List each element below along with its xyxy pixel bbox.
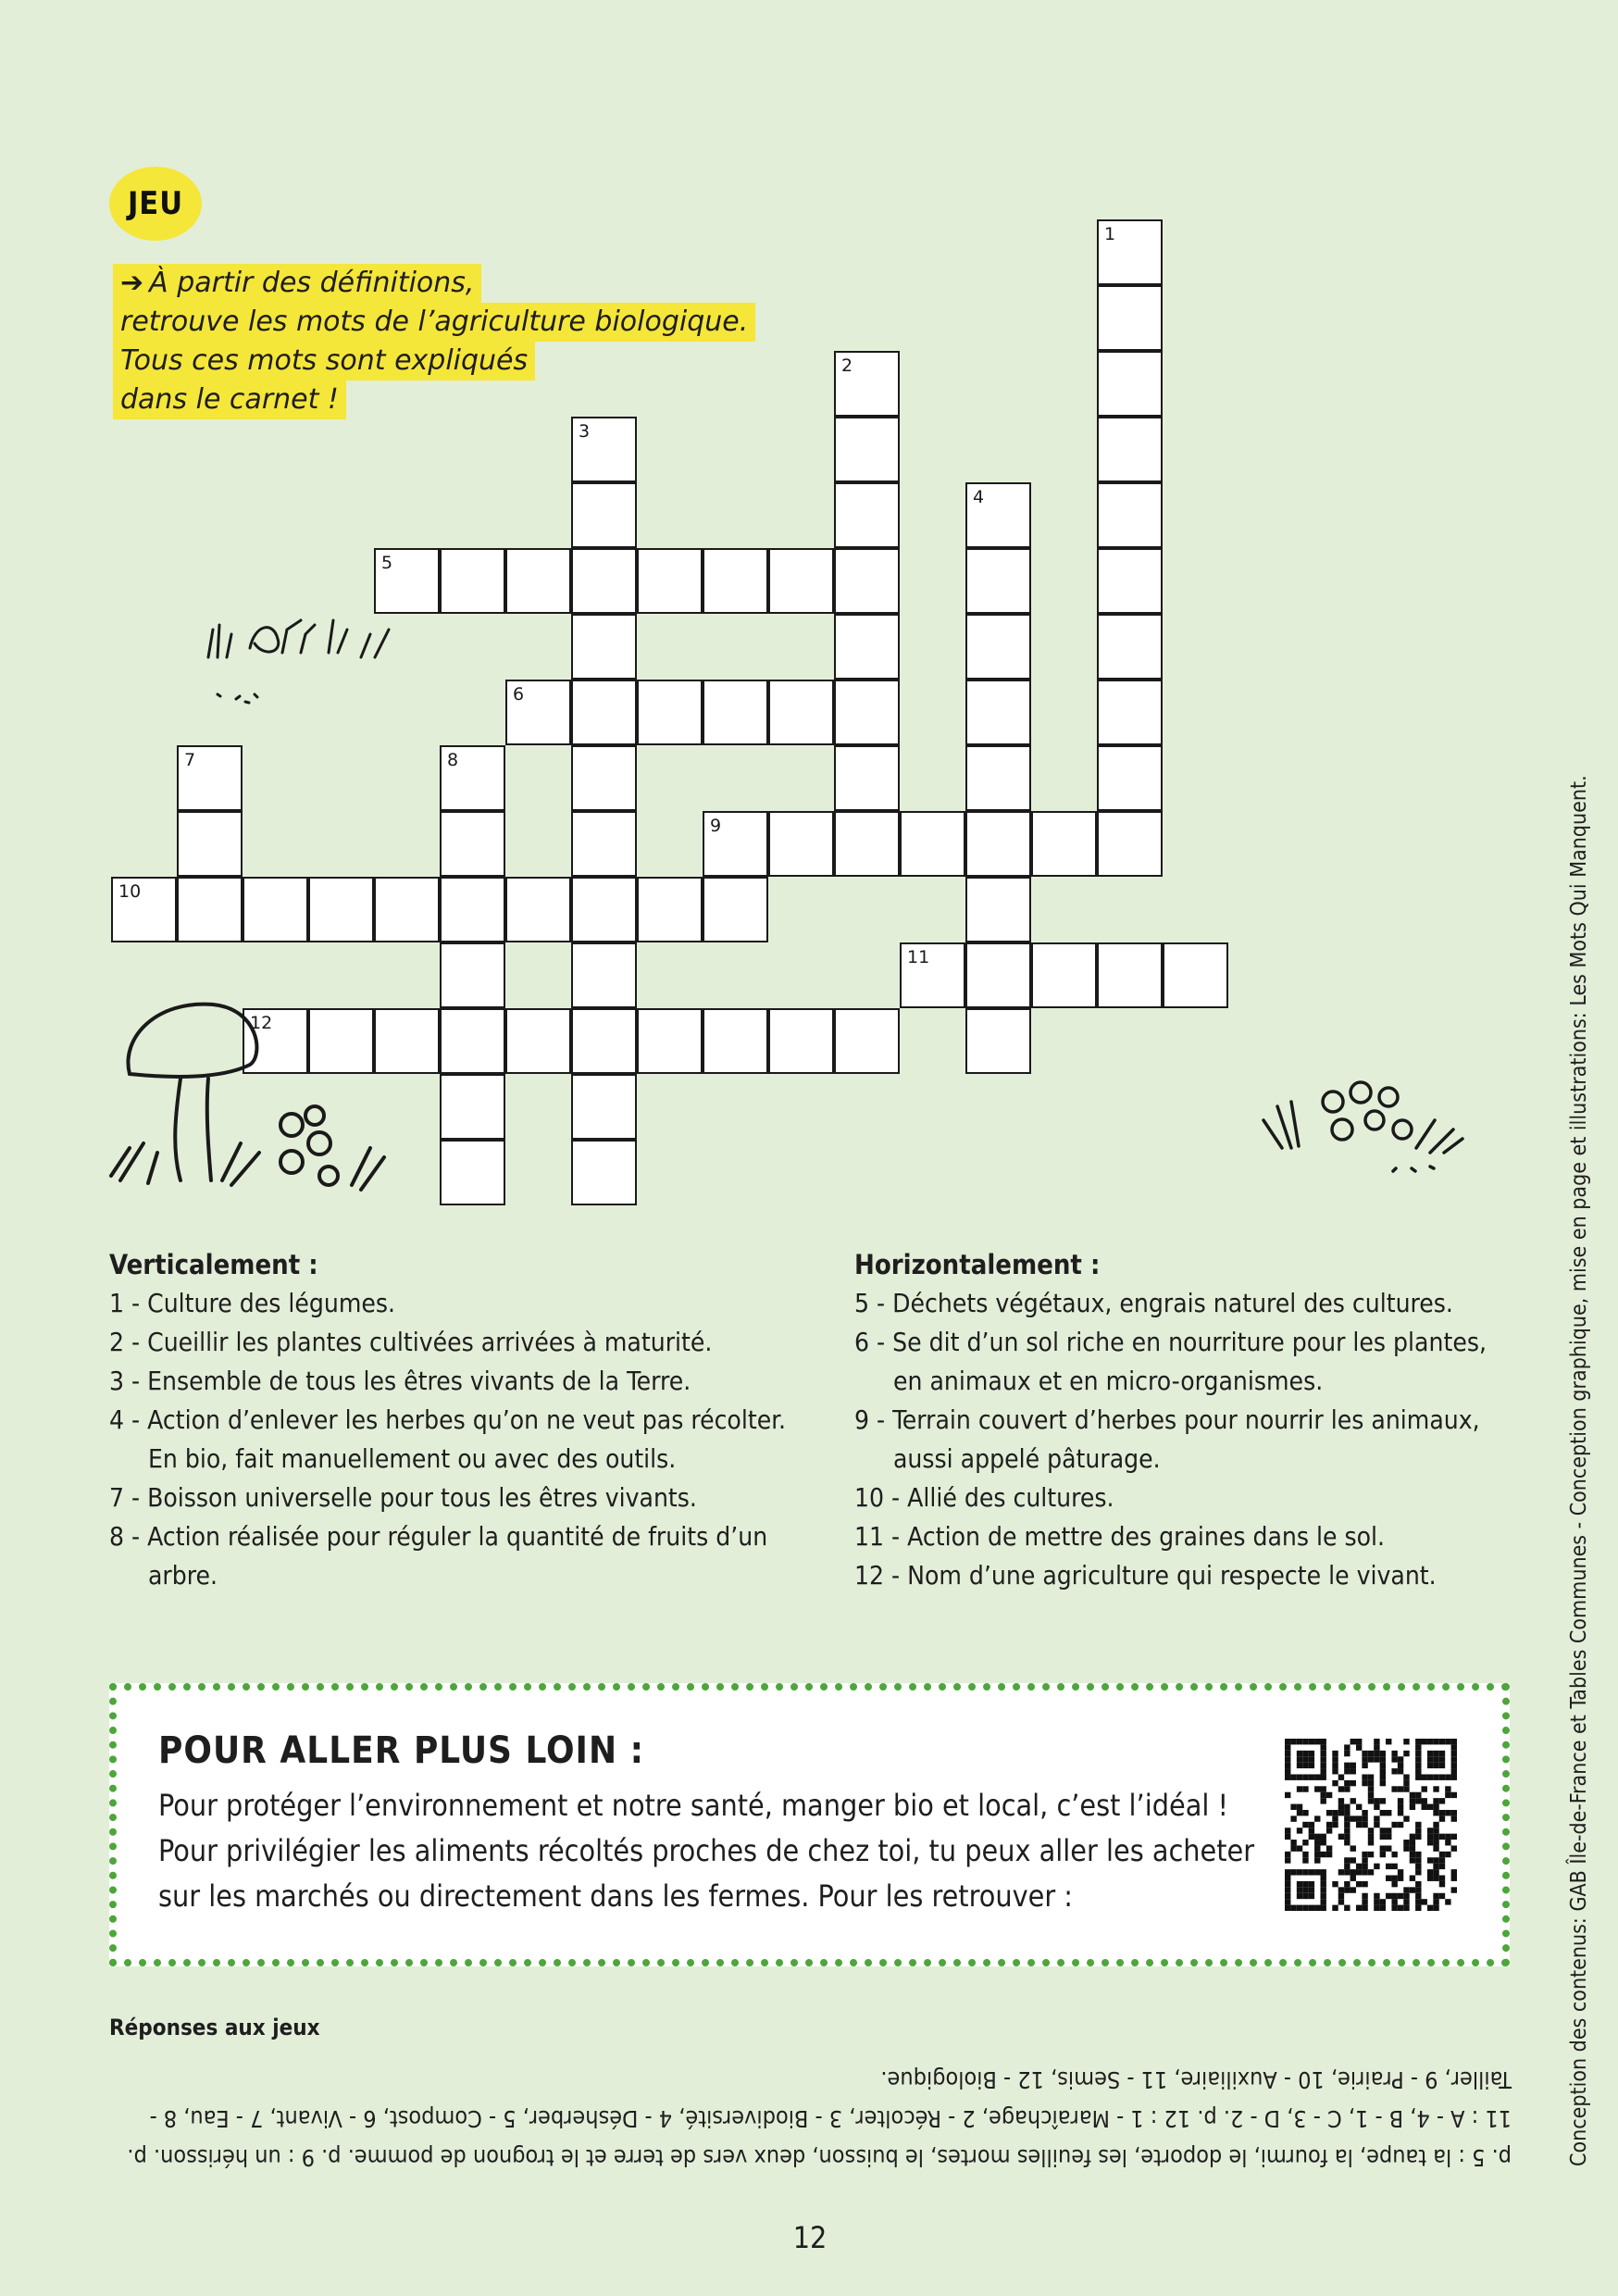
answers-title: Réponses aux jeux bbox=[109, 2015, 320, 2040]
clue-number: 12 bbox=[250, 1013, 273, 1033]
crossword-cell[interactable] bbox=[834, 614, 900, 680]
crossword-cell[interactable] bbox=[768, 680, 834, 745]
clue-number: 5 bbox=[381, 553, 393, 573]
crossword-cell[interactable] bbox=[505, 877, 571, 942]
crossword-cell[interactable] bbox=[1031, 811, 1097, 877]
clue-number: 8 bbox=[447, 750, 459, 770]
clue-item: 2 - Cueillir les plantes cultivées arrivées à maturité. bbox=[109, 1327, 713, 1357]
instruction-line-4: dans le carnet ! bbox=[113, 381, 346, 419]
crossword-cell[interactable] bbox=[1097, 219, 1163, 285]
crossword-cell[interactable] bbox=[768, 811, 834, 877]
qr-code-icon[interactable] bbox=[1285, 1739, 1457, 1911]
crossword-cell[interactable] bbox=[374, 877, 440, 942]
crossword-cell[interactable] bbox=[111, 877, 177, 942]
clue-number: 4 bbox=[973, 487, 985, 507]
clue-number: 11 bbox=[907, 947, 930, 967]
crossword-cell[interactable] bbox=[440, 548, 505, 614]
crossword-cell[interactable] bbox=[637, 877, 703, 942]
instruction-line-2: retrouve les mots de l’agriculture biologique. bbox=[113, 303, 755, 342]
crossword-cell[interactable] bbox=[571, 680, 637, 745]
clue-item: 11 - Action de mettre des graines dans le sol. bbox=[854, 1521, 1386, 1552]
crossword-cell[interactable] bbox=[571, 1074, 637, 1140]
go-further-text: Pour protéger l’environnement et notre santé, manger bio et local, c’est l’idéal ! Pour privilégier les aliments récoltés proches de chez toi, tu peux aller les acheter sur les marchés ou directement dans les fermes. Pour les retrouver : bbox=[158, 1788, 1255, 1914]
crossword-cell[interactable] bbox=[571, 417, 637, 482]
clue-number: 2 bbox=[841, 356, 853, 376]
clue-item: 9 - Terrain couvert d’herbes pour nourrir les animaux, aussi appelé pâturage. bbox=[854, 1404, 1480, 1474]
crossword-cell[interactable] bbox=[1097, 417, 1163, 482]
crossword-cell[interactable] bbox=[440, 1140, 505, 1205]
horizontal-clues-title: Horizontalement : bbox=[854, 1249, 1101, 1280]
vertical-clues-title: Verticalement : bbox=[109, 1249, 318, 1280]
crossword-cell[interactable] bbox=[440, 942, 505, 1008]
crossword-cell[interactable] bbox=[440, 811, 505, 877]
crossword-cell[interactable] bbox=[834, 482, 900, 548]
instruction-line-1: ➔ À partir des définitions, bbox=[113, 264, 481, 303]
clue-item: 12 - Nom d’une agriculture qui respecte le vivant. bbox=[854, 1560, 1437, 1591]
grass-doodle-icon bbox=[199, 593, 403, 713]
crossword-cell[interactable] bbox=[440, 745, 505, 811]
crossword-cell[interactable] bbox=[243, 877, 308, 942]
crossword-cell[interactable] bbox=[703, 548, 768, 614]
crossword-cell[interactable] bbox=[1097, 745, 1163, 811]
crossword-cell[interactable] bbox=[1097, 942, 1163, 1008]
crossword-cell[interactable] bbox=[965, 614, 1031, 680]
go-further-title: POUR ALLER PLUS LOIN : bbox=[158, 1729, 644, 1772]
crossword-cell[interactable] bbox=[571, 745, 637, 811]
crossword-cell[interactable] bbox=[505, 680, 571, 745]
crossword-cell[interactable] bbox=[571, 548, 637, 614]
crossword-cell[interactable] bbox=[571, 811, 637, 877]
crossword-cell[interactable] bbox=[637, 548, 703, 614]
clue-number: 9 bbox=[710, 816, 722, 836]
crossword-cell[interactable] bbox=[965, 680, 1031, 745]
crossword-cell[interactable] bbox=[1097, 548, 1163, 614]
arrow-icon: ➔ bbox=[120, 267, 144, 299]
clue-number: 6 bbox=[513, 684, 525, 705]
answers-text: p. 5 : la taupe, la fourmi, le doporte, les feuilles mortes, le buisson, deux vers de terre et le trognon de pomme. p. 9 : un hérisson. p. 11 : A - 4, B - 1, C - 3, D - 2. p. 12 : 1 - Maraîchage, 2 - Récolter, 3 - Biodiversité, 4 - Désherber, 5 - Compost, 6 - Vivant, 7 - Eau, 8 - Tailler, 9 - Prairie, 10 - Auxiliaire, 11 - Semis, 12 - Biologique. bbox=[127, 2066, 1512, 2171]
mushroom-doodle-icon bbox=[102, 991, 398, 1204]
crossword-cell[interactable] bbox=[571, 1008, 637, 1074]
crossword-cell[interactable] bbox=[834, 417, 900, 482]
clue-item: 1 - Culture des légumes. bbox=[109, 1288, 396, 1318]
game-badge: JEU bbox=[109, 167, 202, 241]
crossword-cell[interactable] bbox=[965, 811, 1031, 877]
crossword-cell[interactable] bbox=[440, 1008, 505, 1074]
instruction-line-3: Tous ces mots sont expliqués bbox=[113, 342, 535, 381]
crossword-cell[interactable] bbox=[834, 745, 900, 811]
crossword-cell[interactable] bbox=[1097, 614, 1163, 680]
crossword-cell[interactable] bbox=[1097, 811, 1163, 877]
clue-number: 10 bbox=[118, 881, 142, 902]
clue-item: 7 - Boisson universelle pour tous les êtres vivants. bbox=[109, 1482, 697, 1513]
crossword-cell[interactable] bbox=[1097, 351, 1163, 417]
crossword-cell[interactable] bbox=[177, 745, 243, 811]
crossword-cell[interactable] bbox=[965, 745, 1031, 811]
vertical-clues bbox=[109, 1245, 813, 1595]
clue-item: 6 - Se dit d’un sol riche en nourriture pour les plantes, en animaux et en micro-organismes. bbox=[854, 1327, 1487, 1396]
horizontal-clues bbox=[854, 1245, 1521, 1595]
crossword-cell[interactable] bbox=[571, 942, 637, 1008]
crossword-cell[interactable] bbox=[768, 548, 834, 614]
crossword-cell[interactable] bbox=[571, 482, 637, 548]
crossword-cell[interactable] bbox=[834, 351, 900, 417]
clue-number: 3 bbox=[579, 421, 591, 442]
crossword-cell[interactable] bbox=[834, 1008, 900, 1074]
crossword-cell[interactable] bbox=[703, 877, 768, 942]
page-number: 12 bbox=[792, 2220, 828, 2255]
clue-number: 7 bbox=[184, 750, 196, 770]
crossword-cell[interactable] bbox=[703, 680, 768, 745]
crossword-cell[interactable] bbox=[965, 877, 1031, 942]
crossword-cell[interactable] bbox=[834, 811, 900, 877]
go-further-box bbox=[109, 1683, 1510, 1966]
crossword-cell[interactable] bbox=[1031, 942, 1097, 1008]
clue-item: 3 - Ensemble de tous les êtres vivants de la Terre. bbox=[109, 1366, 691, 1396]
flowers-doodle-icon bbox=[1254, 1065, 1467, 1176]
clue-item: 10 - Allié des cultures. bbox=[854, 1482, 1114, 1513]
clue-number: 1 bbox=[1104, 224, 1116, 244]
crossword-cell[interactable] bbox=[834, 548, 900, 614]
crossword-cell[interactable] bbox=[703, 1008, 768, 1074]
crossword-cell[interactable] bbox=[571, 877, 637, 942]
clue-item: 5 - Déchets végétaux, engrais naturel des cultures. bbox=[854, 1288, 1453, 1318]
crossword-cell[interactable] bbox=[308, 877, 374, 942]
crossword-cell[interactable] bbox=[834, 680, 900, 745]
crossword-cell[interactable] bbox=[900, 811, 965, 877]
crossword-cell[interactable] bbox=[965, 1008, 1031, 1074]
crossword-cell[interactable] bbox=[1097, 285, 1163, 351]
clue-item: 4 - Action d’enlever les herbes qu’on ne veut pas récolter. En bio, fait manuellement ou avec des outils. bbox=[109, 1404, 786, 1474]
crossword-cell[interactable] bbox=[177, 811, 243, 877]
crossword-cell[interactable] bbox=[1097, 482, 1163, 548]
crossword-cell[interactable] bbox=[1097, 680, 1163, 745]
crossword-cell[interactable] bbox=[900, 942, 965, 1008]
crossword-cell[interactable] bbox=[177, 877, 243, 942]
crossword-cell[interactable] bbox=[571, 614, 637, 680]
clue-item: 8 - Action réalisée pour réguler la quantité de fruits d’un arbre. bbox=[109, 1521, 768, 1591]
crossword-cell[interactable] bbox=[703, 811, 768, 877]
crossword-cell[interactable] bbox=[440, 877, 505, 942]
crossword-cell[interactable] bbox=[571, 1140, 637, 1205]
credits: Conception des contenus: GAB Île-de-France et Tables Communes - Conception graphique, mise en page et illustrations: Les Mots Qui Manquent. bbox=[1567, 775, 1591, 2166]
crossword-cell[interactable] bbox=[965, 548, 1031, 614]
crossword-cell[interactable] bbox=[965, 482, 1031, 548]
crossword-cell[interactable] bbox=[768, 1008, 834, 1074]
crossword-cell[interactable] bbox=[505, 1008, 571, 1074]
crossword-cell[interactable] bbox=[637, 680, 703, 745]
crossword-cell[interactable] bbox=[440, 1074, 505, 1140]
crossword-cell[interactable] bbox=[505, 548, 571, 614]
crossword-cell[interactable] bbox=[1163, 942, 1228, 1008]
crossword-cell[interactable] bbox=[637, 1008, 703, 1074]
crossword-cell[interactable] bbox=[965, 942, 1031, 1008]
